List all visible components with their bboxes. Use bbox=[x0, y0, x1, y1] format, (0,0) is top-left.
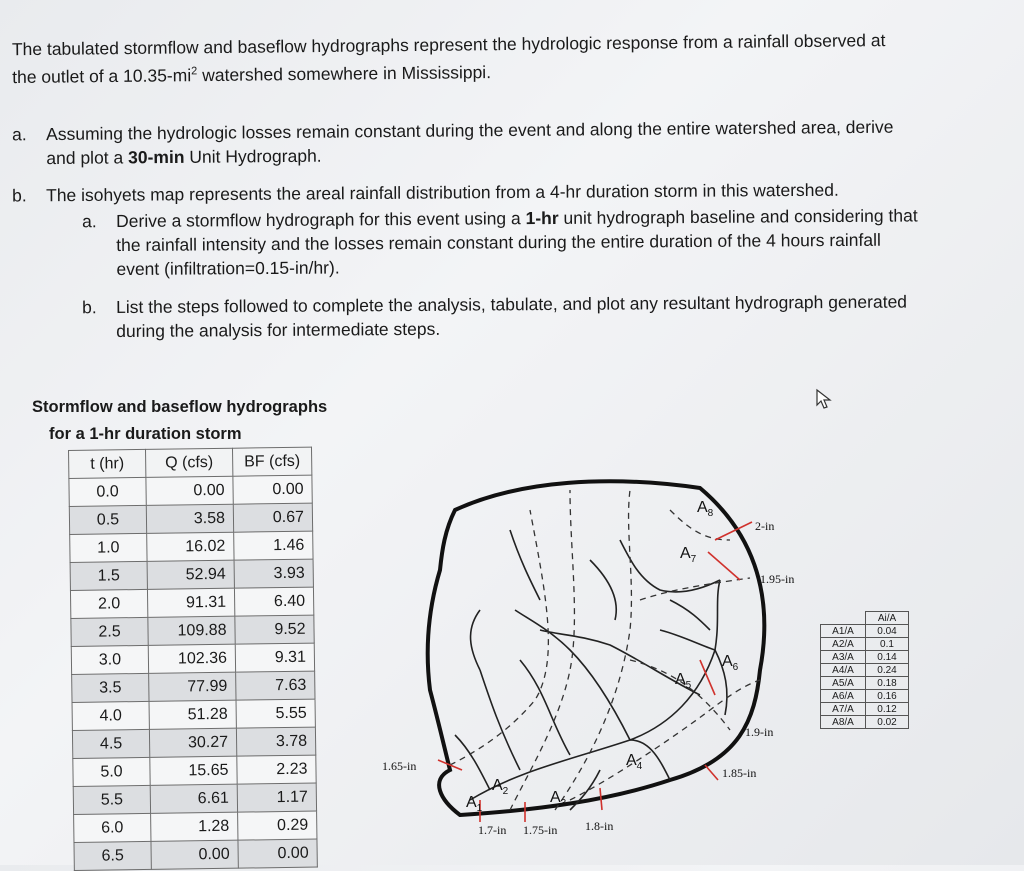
sub-a-line-2: the rainfall intensity and the losses remain constant during the entire duration of the 4 hours rainfall bbox=[116, 229, 881, 256]
cell-bf: 6.40 bbox=[234, 587, 313, 616]
cell-bf: 0.29 bbox=[238, 811, 317, 840]
cell-t: 3.5 bbox=[72, 673, 149, 702]
area-label-a5: $A_5$ bbox=[675, 671, 692, 691]
ratio-value: 0.02 bbox=[866, 716, 909, 729]
question-b-marker: b. bbox=[12, 185, 27, 206]
superscript-2: 2 bbox=[191, 65, 198, 78]
ratio-area-name: A5/A bbox=[821, 677, 866, 690]
cell-bf: 2.23 bbox=[237, 755, 316, 784]
question-b-line-1: The isohyets map represents the areal rainfall distribution from a 4-hr duration storm in this watershed. bbox=[46, 179, 839, 206]
header-t: t (hr) bbox=[69, 449, 146, 478]
watershed-boundary bbox=[428, 481, 765, 815]
ratio-area-name: A1/A bbox=[821, 625, 866, 638]
cell-bf: 9.52 bbox=[235, 615, 314, 644]
question-a-bold: 30-min bbox=[127, 146, 185, 168]
ratio-row bbox=[821, 651, 909, 664]
sub-a-line-3: event (infiltration=0.15-in/hr). bbox=[116, 257, 340, 280]
sub-a-line-1-end: unit hydrograph baseline and considering that bbox=[558, 205, 918, 228]
cell-bf: 5.55 bbox=[236, 699, 315, 728]
watershed-map bbox=[370, 470, 810, 850]
ratio-value: 0.04 bbox=[866, 625, 909, 638]
table-title-line-2: for a 1-hr duration storm bbox=[49, 425, 242, 443]
hydrograph-table bbox=[68, 447, 318, 871]
sub-b-marker: b. bbox=[82, 297, 97, 318]
cell-q: 102.36 bbox=[148, 644, 235, 673]
cell-bf: 9.31 bbox=[235, 643, 314, 672]
cell-q: 77.99 bbox=[149, 672, 236, 701]
cell-q: 109.88 bbox=[148, 616, 235, 645]
question-b bbox=[12, 177, 1012, 206]
intro-line-2-end: watershed somewhere in Mississippi. bbox=[197, 62, 492, 86]
cell-t: 3.0 bbox=[71, 645, 148, 674]
isohyet-label-1-75in: 1.75-in bbox=[523, 823, 558, 837]
ratio-area-name: A3/A bbox=[821, 651, 866, 664]
cell-t: 2.5 bbox=[71, 617, 148, 646]
cell-t: 2.0 bbox=[70, 589, 147, 618]
cell-q: 0.00 bbox=[151, 840, 238, 869]
ratio-value: 0.24 bbox=[866, 664, 909, 677]
ratio-header: Ai/A bbox=[866, 612, 909, 625]
ratio-row bbox=[821, 625, 909, 638]
ratio-value: 0.14 bbox=[866, 651, 909, 664]
table-header-row bbox=[69, 447, 312, 478]
table-row bbox=[69, 475, 312, 506]
question-a-marker: a. bbox=[12, 124, 27, 145]
ratio-header-blank bbox=[821, 612, 866, 625]
cell-t: 1.5 bbox=[70, 561, 147, 590]
question-a bbox=[12, 114, 1012, 169]
cell-q: 1.28 bbox=[151, 812, 238, 841]
cell-q: 15.65 bbox=[150, 756, 237, 785]
table-row bbox=[74, 839, 317, 870]
ratio-row bbox=[821, 690, 909, 703]
ratio-value: 0.1 bbox=[866, 638, 909, 651]
ratio-row bbox=[821, 703, 909, 716]
isohyet-label-2in: 2-in bbox=[755, 519, 775, 533]
table-row bbox=[71, 615, 314, 646]
ratio-area-name: A8/A bbox=[821, 716, 866, 729]
cell-t: 1.0 bbox=[70, 533, 147, 562]
table-row bbox=[73, 755, 316, 786]
isohyet-label-1-9in: 1.9-in bbox=[745, 725, 774, 739]
area-label-a2: $A_2$ bbox=[492, 777, 509, 797]
cell-t: 0.5 bbox=[69, 505, 146, 534]
cell-t: 6.5 bbox=[74, 841, 151, 870]
area-label-a1: $A_1$ bbox=[466, 794, 483, 814]
intro-line-2-text: the outlet of a 10.35-mi bbox=[12, 65, 192, 88]
sub-a-line-1-text: Derive a stormflow hydrograph for this event using a bbox=[116, 208, 526, 232]
cell-t: 5.0 bbox=[73, 757, 150, 786]
cell-bf: 1.17 bbox=[237, 783, 316, 812]
ratio-area-name: A6/A bbox=[821, 690, 866, 703]
cell-bf: 1.46 bbox=[234, 531, 313, 560]
table-row bbox=[73, 783, 316, 814]
area-label-a7: $A_7$ bbox=[680, 545, 697, 565]
intro-paragraph bbox=[12, 27, 1012, 89]
ratio-row bbox=[821, 638, 909, 651]
sub-b-line-1: List the steps followed to complete the analysis, tabulate, and plot any resultant hydrograph generated bbox=[116, 291, 908, 318]
ratio-header-row bbox=[821, 612, 909, 625]
area-label-a3: $A_3$ bbox=[550, 789, 567, 809]
cell-t: 5.5 bbox=[73, 785, 150, 814]
cell-q: 51.28 bbox=[149, 700, 236, 729]
cell-q: 91.31 bbox=[147, 588, 234, 617]
cell-t: 6.0 bbox=[74, 813, 151, 842]
ratio-area-name: A4/A bbox=[821, 664, 866, 677]
sub-b-line-2: during the analysis for intermediate steps. bbox=[116, 318, 441, 342]
ratio-area-name: A7/A bbox=[821, 703, 866, 716]
intro-line-1: The tabulated stormflow and baseflow hydrographs represent the hydrologic response from a rainfall observed at bbox=[11, 30, 886, 60]
cell-t: 0.0 bbox=[69, 477, 146, 506]
ratio-value: 0.16 bbox=[866, 690, 909, 703]
isohyet-label-1-95in: 1.95-in bbox=[760, 572, 795, 586]
question-a-line-2-end: Unit Hydrograph. bbox=[184, 145, 322, 167]
sub-a-bold: 1-hr bbox=[525, 207, 559, 229]
table-row bbox=[72, 699, 315, 730]
ratio-area-name: A2/A bbox=[821, 638, 866, 651]
isohyet-label-1-7in: 1.7-in bbox=[478, 823, 507, 837]
cell-bf: 0.00 bbox=[238, 839, 317, 868]
header-q: Q (cfs) bbox=[145, 448, 232, 477]
question-a-line-1: Assuming the hydrologic losses remain constant during the event and along the entire watershed area, derive bbox=[46, 116, 894, 145]
table-row bbox=[74, 811, 317, 842]
table-row bbox=[71, 643, 314, 674]
cell-bf: 3.78 bbox=[236, 727, 315, 756]
isohyet-label-1-8in: 1.8-in bbox=[585, 819, 614, 833]
cell-bf: 0.67 bbox=[233, 503, 312, 532]
ratio-row bbox=[821, 716, 909, 729]
ratio-row bbox=[821, 664, 909, 677]
area-ratio-table-body bbox=[821, 625, 909, 729]
isohyet-label-1-65in: 1.65-in bbox=[382, 759, 417, 773]
table-title-line-1: Stormflow and baseflow hydrographs bbox=[32, 398, 328, 416]
ratio-row bbox=[821, 677, 909, 690]
cell-q: 52.94 bbox=[147, 560, 234, 589]
ratio-value: 0.12 bbox=[866, 703, 909, 716]
area-label-a8: $A_8$ bbox=[697, 499, 714, 519]
area-ratio-table bbox=[820, 611, 909, 729]
area-label-a4: $A_4$ bbox=[626, 752, 643, 772]
cell-bf: 3.93 bbox=[234, 559, 313, 588]
cell-bf: 7.63 bbox=[236, 671, 315, 700]
table-row bbox=[69, 503, 312, 534]
cell-q: 30.27 bbox=[149, 728, 236, 757]
area-labels bbox=[466, 499, 739, 814]
isohyet-label-1-85in: 1.85-in bbox=[722, 766, 757, 780]
cell-t: 4.0 bbox=[72, 701, 149, 730]
cell-q: 16.02 bbox=[147, 532, 234, 561]
question-a-line-2-text: and plot a bbox=[46, 147, 129, 169]
header-bf: BF (cfs) bbox=[232, 447, 311, 476]
area-label-a6: $A_6$ bbox=[722, 653, 739, 673]
cell-t: 4.5 bbox=[72, 729, 149, 758]
sub-a-marker: a. bbox=[82, 211, 97, 232]
table-title bbox=[32, 394, 327, 448]
question-b-sub-b bbox=[82, 289, 1022, 342]
cell-bf: 0.00 bbox=[233, 475, 312, 504]
stream-network bbox=[455, 530, 727, 810]
mouse-pointer-icon bbox=[815, 388, 835, 410]
table-row bbox=[72, 671, 315, 702]
cell-q: 6.61 bbox=[150, 784, 237, 813]
table-row bbox=[70, 531, 313, 562]
table-row bbox=[70, 587, 313, 618]
table-row bbox=[70, 559, 313, 590]
cell-q: 3.58 bbox=[146, 504, 233, 533]
cell-q: 0.00 bbox=[146, 476, 233, 505]
isohyet-marks bbox=[438, 522, 752, 822]
table-row bbox=[72, 727, 315, 758]
ratio-value: 0.18 bbox=[866, 677, 909, 690]
hydrograph-table-body bbox=[69, 475, 317, 870]
